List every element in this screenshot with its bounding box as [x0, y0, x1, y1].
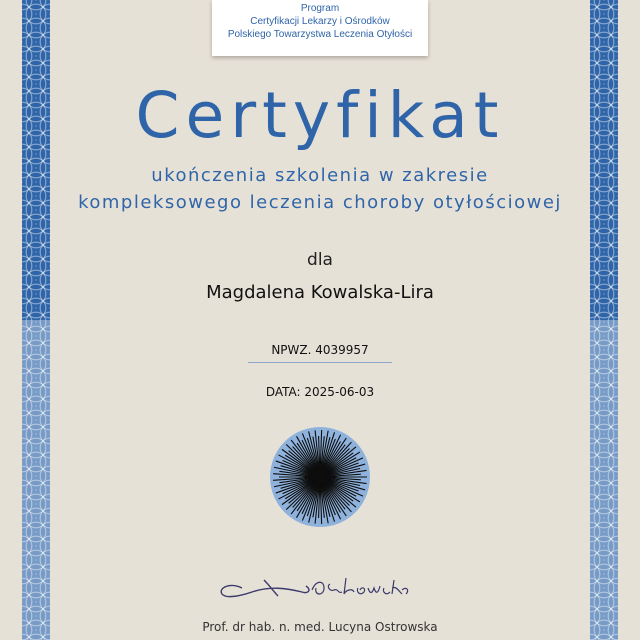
signer-name: Prof. dr hab. n. med. Lucyna Ostrowska	[202, 620, 438, 634]
handwritten-signature	[212, 568, 412, 608]
header-line-3: Polskiego Towarzystwa Leczenia Otyłości	[227, 29, 413, 40]
signature-stroke-3	[312, 578, 408, 594]
subtitle-line-1: ukończenia szkolenia w zakresie	[151, 165, 489, 186]
subtitle-line-2: kompleksowego leczenia choroby otyłościowej	[78, 192, 562, 213]
certificate-date: DATA: 2025-06-03	[265, 385, 375, 399]
seal-center	[313, 470, 327, 484]
certificate-title: Certyfikat	[135, 79, 505, 152]
npwz-number: NPWZ. 4039957	[271, 343, 369, 357]
npwz-underline	[248, 362, 392, 363]
header-line-1: Program	[300, 3, 340, 14]
for-label: dla	[307, 250, 333, 270]
header-line-2: Certyfikacji Lekarzy i Ośrodków	[250, 16, 390, 27]
signature-stroke-1	[221, 586, 309, 597]
starburst-seal-icon	[265, 422, 375, 532]
recipient-name: Magdalena Kowalska-Lira	[206, 282, 434, 303]
program-header	[212, 0, 428, 56]
